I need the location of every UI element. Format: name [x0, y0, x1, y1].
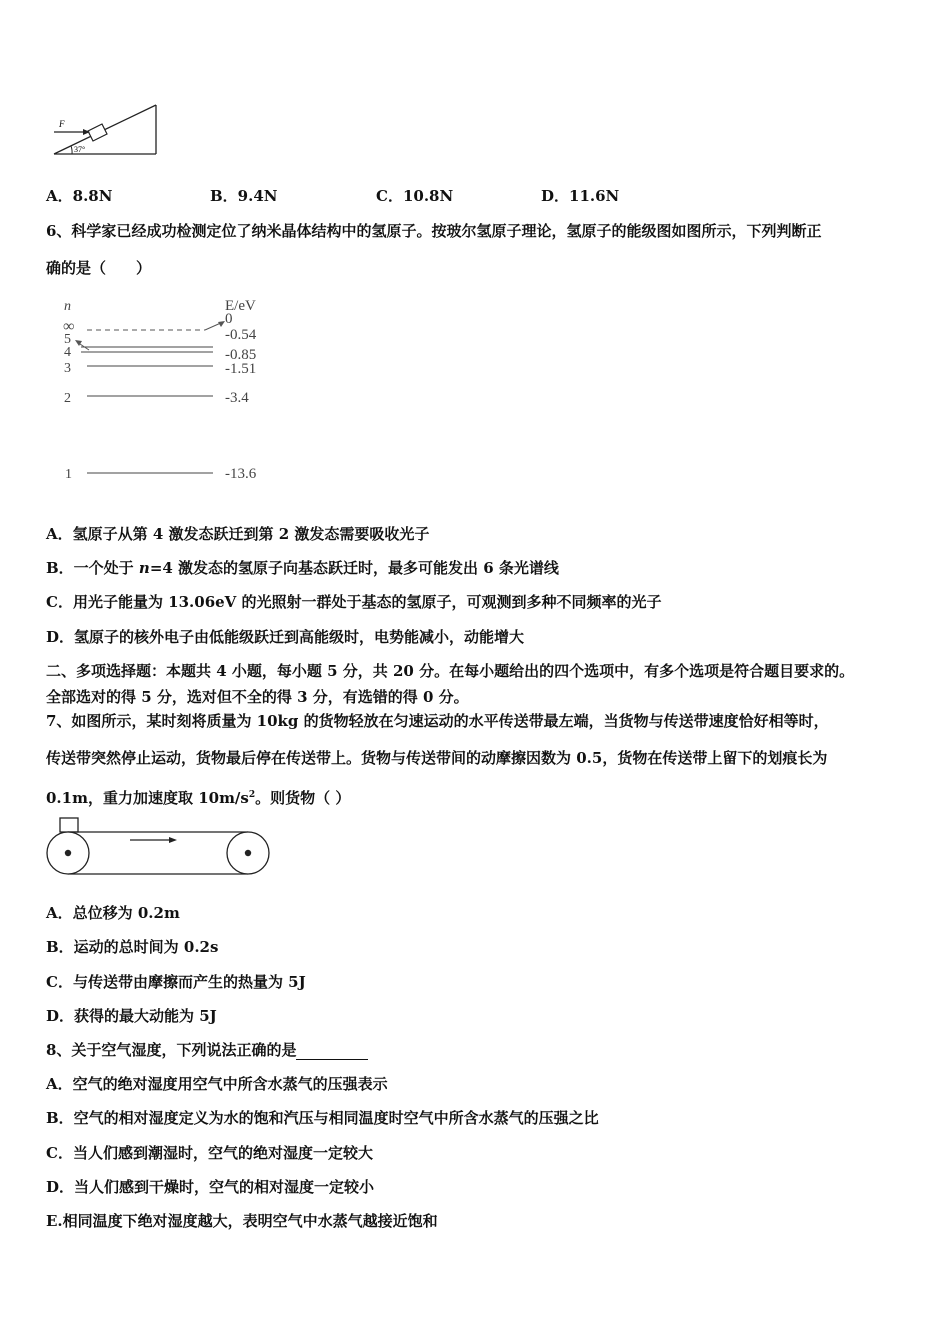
right-pulley-axle — [245, 850, 251, 856]
q6-stem-line2: 确的是（ ） — [46, 259, 152, 277]
level-n-1: 1 — [65, 467, 72, 482]
q8-stem — [46, 1040, 368, 1060]
q7-option-c[interactable]: C．与传送带由摩擦而产生的热量为 5J — [46, 973, 306, 991]
conveyor-figure — [44, 814, 274, 880]
q6-option-b-pre: B．一个处于 — [46, 559, 139, 577]
q8-option-e[interactable]: E.相同温度下绝对湿度越大，表明空气中水蒸气越接近饱和 — [46, 1212, 438, 1230]
q6-option-a[interactable]: A．氢原子从第 4 激发态跃迁到第 2 激发态需要吸收光子 — [46, 525, 430, 543]
angle-label: 37° — [74, 145, 86, 154]
q6-option-c[interactable]: C．用光子能量为 13.06eV 的光照射一群处于基态的氢原子，可观测到多种不同频率的光子 — [46, 593, 662, 611]
level-n-2: 2 — [64, 391, 71, 406]
level-e-4: -0.85 — [225, 347, 257, 363]
q6-option-b-n: n — [138, 559, 150, 577]
level-n-3: 3 — [64, 361, 71, 376]
q7-option-a[interactable]: A．总位移为 0.2m — [46, 904, 180, 922]
q7-stem-line3-sup: 2 — [248, 790, 256, 800]
q7-stem-line3-pre: 0.1m，重力加速度取 10m/s — [46, 789, 249, 807]
level-e-5: -0.54 — [225, 327, 257, 343]
level-e-inf: 0 — [225, 311, 233, 327]
q6-option-b-post: =4 激发态的氢原子向基态跃迁时，最多可能发出 6 条光谱线 — [149, 559, 559, 577]
q7-option-b[interactable]: B．运动的总时间为 0.2s — [46, 938, 219, 956]
q6-option-d[interactable]: D．氢原子的核外电子由低能级跃迁到高能级时，电势能减小，动能增大 — [46, 628, 525, 646]
q5-option-d[interactable]: D．11.6N — [541, 187, 620, 205]
energy-level-diagram — [55, 292, 285, 492]
q8-option-a[interactable]: A．空气的绝对湿度用空气中所含水蒸气的压强表示 — [46, 1075, 388, 1093]
q7-stem-line3 — [46, 785, 350, 808]
level-e-3: -1.51 — [225, 361, 257, 377]
n-axis-label: n — [64, 299, 71, 314]
incline-figure — [50, 100, 162, 160]
section2-line1: 二、多项选择题：本题共 4 小题，每小题 5 分，共 20 分。在每小题给出的四个选项中，有多个选项是符合题目要求的。 — [46, 662, 855, 680]
q8-option-d[interactable]: D．当人们感到干燥时，空气的相对湿度一定较小 — [46, 1178, 375, 1196]
cargo-box — [60, 818, 78, 832]
level-e-1: -13.6 — [225, 466, 257, 482]
level-n-inf: ∞ — [63, 318, 75, 335]
level-n-5: 5 — [64, 332, 71, 347]
force-label: F — [59, 119, 65, 129]
level-n-4: 4 — [64, 345, 71, 360]
q6-stem-line1: 6、科学家已经成功检测定位了纳米晶体结构中的氢原子。按玻尔氢原子理论，氢原子的能级图如图所示，下列判断正 — [46, 222, 822, 240]
q6-option-b[interactable] — [46, 558, 559, 578]
q5-option-c[interactable]: C．10.8N — [376, 187, 454, 205]
block — [88, 124, 107, 141]
left-pulley-axle — [65, 850, 71, 856]
q7-stem-line2: 传送带突然停止运动，货物最后停在传送带上。货物与传送带间的动摩擦因数为 0.5，货物在传送带上留下的划痕长为 — [46, 749, 828, 767]
q7-stem-line3-post: 。则货物（ ） — [255, 789, 351, 807]
q8-option-c[interactable]: C．当人们感到潮湿时，空气的绝对湿度一定较大 — [46, 1144, 373, 1162]
motion-arrowhead — [169, 837, 177, 843]
angle-arc — [71, 146, 72, 154]
q5-option-b[interactable]: B．9.4N — [210, 187, 278, 205]
level-e-2: -3.4 — [225, 390, 249, 406]
q5-option-a[interactable]: A．8.8N — [46, 187, 113, 205]
q7-stem-line1: 7、如图所示，某时刻将质量为 10kg 的货物轻放在匀速运动的水平传送带最左端，当货物与传送带速度恰好相等时， — [46, 712, 829, 730]
q8-answer-blank[interactable] — [296, 1043, 368, 1060]
q8-option-b[interactable]: B．空气的相对湿度定义为水的饱和汽压与相同温度时空气中所含水蒸气的压强之比 — [46, 1109, 599, 1127]
e-axis-label: E/eV — [225, 298, 256, 314]
section2-line2: 全部选对的得 5 分，选对但不全的得 3 分，有选错的得 0 分。 — [46, 688, 469, 706]
q7-option-d[interactable]: D．获得的最大动能为 5J — [46, 1007, 217, 1025]
q8-stem-text: 8、关于空气湿度，下列说法正确的是 — [46, 1041, 297, 1059]
